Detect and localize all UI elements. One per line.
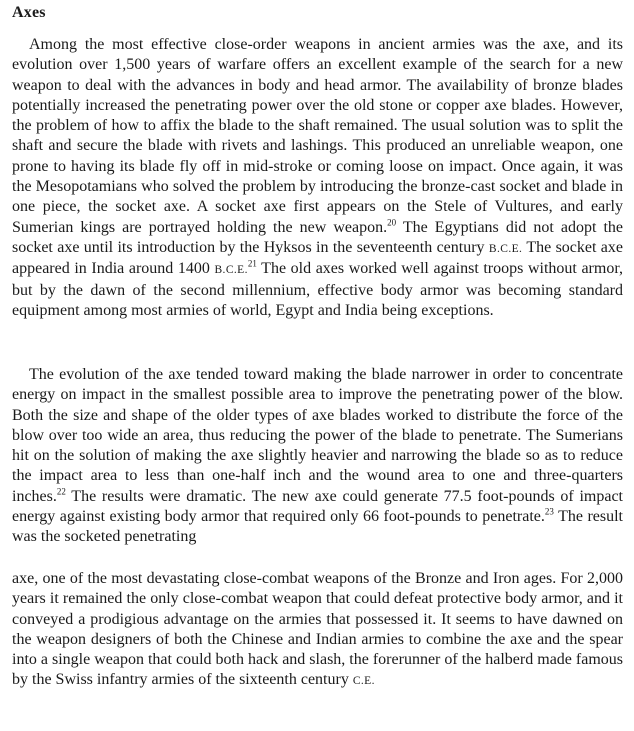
text-run: The evolution of the axe tended toward making the blade narrower in order to concentrate energy on impact in the smallest possible area to improve the penetrating power of the blow. Both the size and shape of the older types of axe blades worked to distribute the force of the blow over too wide an area, thus reducing the power of the blade to penetrate. The Sumerians hit on the solution of making the axe slightly heavier and narrowing the blade so as to reduce the impact area to less than one-half inch and the wound area to one and three-quarters inches. [12,366,623,505]
era-abbrev: B.C.E. [214,264,248,277]
text-run: Among the most effective close-order weapons in ancient armies was the axe, and its evolution over 1,500 years of warfare offers an excellent example of the search for a new weapon to deal with the advances in body and head armor. The availability of bronze blades potentially increased the penetrating power over the old stone or copper axe blades. However, the problem of how to affix the blade to the shaft remained. The usual solution was to split the shaft and secure the blade with rivets and lashings. This produced an unreliable weapon, one prone to having its blade fly off in mid-stroke or coming loose on impact. Once again, it was the Mesopotamians who solved the problem by introducing the bronze-cast socket and blade in one piece, the socket axe. A socket axe first appears on the Stele of Vultures, and early Sumerian kings are portrayed holding the new weapon. [12,36,623,236]
paragraph-3 [12,569,623,692]
text-run: The old axes worked well against troops without armor, but by the dawn of the second millennium, effective body armor was becoming standard equipment among most armies of world, Egypt and India being exceptions. [12,260,624,319]
text-run: axe, one of the most devastating close-combat weapons of the Bronze and Iron ages. For 2,000 years it remained the only close-combat weapon that could defeat protective body armor, and it conveyed a prodigious advantage on the armies that possessed it. It seems to have dawned on the weapon designers of both the Chinese and Indian armies to combine the axe and the spear into a single weapon that could both hack and slash, the forerunner of the halberd made famous by the Swiss infantry armies of the sixteenth century [12,570,623,689]
footnote-ref: 21 [247,258,257,269]
footnote-ref: 23 [544,506,554,517]
paragraph-1 [12,35,623,321]
footnote-ref: 20 [387,217,397,228]
era-abbrev: B.C.E. [488,242,523,255]
section-heading: Axes [12,4,46,21]
text-run: The results were dramatic. The new axe could generate 77.5 foot-pounds of impact energy against existing body armor that required only 66 foot-pounds to penetrate. [12,487,623,526]
footnote-ref: 22 [56,486,66,497]
text-run: The Egyptians did not adopt the socket axe until its introduction by the Hyksos in the seventeenth century [12,218,624,256]
paragraph-2 [12,365,623,548]
era-abbrev: C.E. [352,675,375,688]
text-run: The socket axe appeared in India around 1400 [12,238,623,278]
text-run: The result was the socketed penetrating [12,508,623,546]
